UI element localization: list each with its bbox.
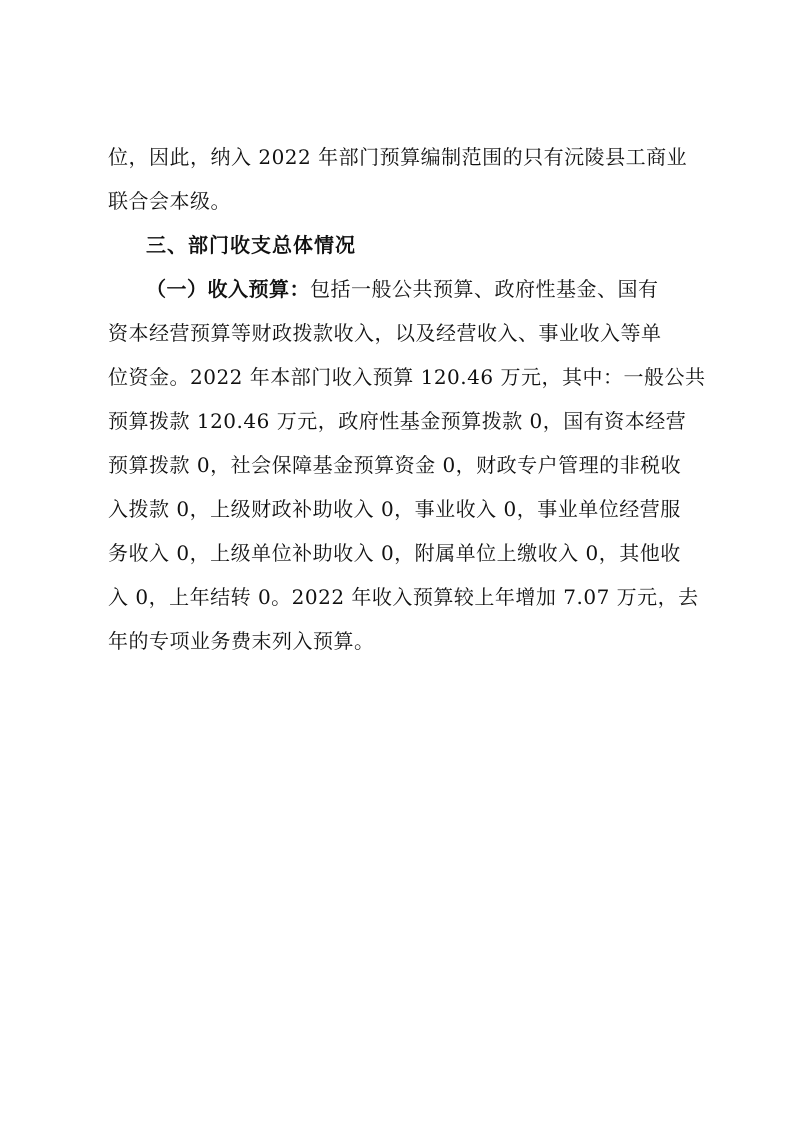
body-line: 年的专项业务费末列入预算。 xyxy=(108,629,375,653)
section-heading: 三、部门收支总体情况 xyxy=(146,233,356,257)
body-line: 资本经营预算等财政拨款收入，以及经营收入、事业收入等单 xyxy=(108,321,662,345)
intro-line-1: 位，因此，纳入 2022 年部门预算编制范围的只有沅陵县工商业 xyxy=(108,145,688,169)
intro-line-2: 联合会本级。 xyxy=(108,189,231,213)
body-line: 预算拨款 120.46 万元，政府性基金预算拨款 0，国有资本经营 xyxy=(108,409,687,433)
body-line: 预算拨款 0，社会保障基金预算资金 0，财政专户管理的非税收 xyxy=(108,453,682,477)
body-line: 位资金。2022 年本部门收入预算 120.46 万元，其中：一般公共 xyxy=(108,365,706,389)
body-line: 务收入 0，上级单位补助收入 0，附属单位上缴收入 0，其他收 xyxy=(108,541,681,565)
subsection-first-line xyxy=(146,268,659,310)
body-line: 入 0，上年结转 0。2022 年收入预算较上年增加 7.07 万元，去 xyxy=(108,585,699,609)
subsection-label: （一）收入预算： xyxy=(146,277,310,301)
subsection-first-line-text: 包括一般公共预算、政府性基金、国有 xyxy=(310,277,659,301)
body-line: 入拨款 0，上级财政补助收入 0，事业收入 0，事业单位经营服 xyxy=(108,497,681,521)
